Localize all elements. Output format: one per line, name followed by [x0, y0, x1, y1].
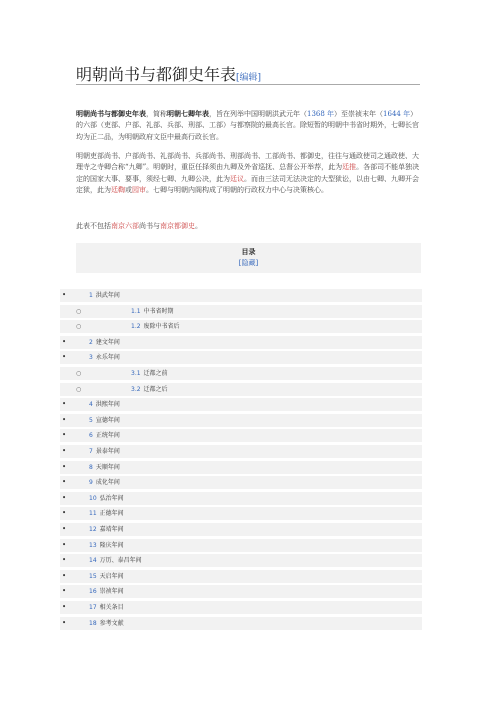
- toc-item-link[interactable]: [89, 414, 120, 427]
- toc-item-link[interactable]: [89, 585, 124, 598]
- toc-row: [60, 445, 422, 458]
- toc-row: [60, 351, 422, 364]
- toc-row: [60, 539, 422, 552]
- yuanshen-link[interactable]: 园审: [132, 186, 146, 195]
- intro-text: ）的六部（吏部、户部、礼部、兵部、刑部、工部）与都察院的最高长官。除短暂的明朝中书省时期外，七卿长官均为正二品，为明朝政府文臣中最高行政长官。: [76, 110, 419, 141]
- toc-item-label: 弘治年间: [99, 494, 124, 502]
- short-name-bold: 明朝七卿年表: [167, 109, 209, 118]
- toc-item-number: 15: [89, 572, 97, 580]
- toc-row: [60, 617, 422, 630]
- toc-row: [60, 289, 422, 302]
- intro-text: 。各部司不能单独决定的国家大事、要事，须经七卿、九卿公决，此为: [76, 163, 420, 183]
- bullet-icon: •: [62, 493, 67, 502]
- bullet-icon: •: [62, 525, 67, 533]
- bullet-icon: •: [62, 291, 67, 299]
- toc-item-number: 1.2: [131, 323, 141, 331]
- toc-item-link[interactable]: [89, 398, 120, 411]
- toc-item-link[interactable]: [89, 445, 120, 458]
- toc-item-label: 正德年间: [99, 510, 124, 518]
- toc-item-label: 参考文献: [99, 619, 124, 627]
- toc-row: [60, 507, 422, 520]
- sub-bullet-icon: ○: [76, 370, 82, 377]
- toc-item-number: 3.2: [131, 385, 141, 393]
- toc-row: [60, 383, 422, 396]
- toc-row: [60, 320, 422, 333]
- toc-item-link[interactable]: [89, 523, 124, 536]
- toc-box: [76, 243, 421, 273]
- intro-text: 此表不包括: [76, 222, 111, 230]
- toc-item-number: 9: [89, 479, 93, 487]
- intro-text: 。: [195, 222, 202, 230]
- sub-bullet-icon: ○: [76, 385, 82, 393]
- toc-row: [60, 585, 422, 598]
- bullet-icon: •: [62, 587, 67, 596]
- tingyi-link[interactable]: 廷议: [230, 174, 244, 183]
- toc-item-link[interactable]: [131, 320, 180, 333]
- nanjing-censor-link[interactable]: 南京都御史: [160, 222, 195, 230]
- toc-item-label: 迁都之后: [143, 385, 168, 393]
- toc-item-number: 17: [89, 604, 97, 611]
- toc-row: [60, 305, 422, 318]
- intro-text: 尚书与: [139, 222, 160, 230]
- toc-item-link[interactable]: [89, 476, 120, 489]
- toc-item-label: 宣德年间: [95, 416, 120, 424]
- bullet-icon: •: [62, 618, 67, 627]
- toc-item-label: 崇祯年间: [99, 588, 124, 596]
- toc-item-label: 正统年间: [95, 432, 120, 440]
- toc-item-link[interactable]: [131, 305, 174, 318]
- toc-item-label: 隆庆年间: [99, 541, 124, 549]
- toc-item-number: 18: [89, 619, 97, 627]
- toc-item-number: 10: [89, 494, 97, 502]
- toc-item-label: 中书省时期: [143, 307, 174, 315]
- sub-bullet-icon: ○: [76, 307, 82, 315]
- bullet-icon: •: [62, 556, 67, 565]
- toc-item-label: 迁都之前: [143, 370, 168, 377]
- toc-item-label: 万历、泰昌年间: [99, 557, 142, 565]
- bullet-icon: •: [62, 337, 67, 346]
- toc-row: [60, 476, 422, 489]
- toc-row: [60, 336, 422, 349]
- toc-row: [60, 367, 422, 380]
- intro-paragraph-3: [76, 221, 421, 232]
- toc-item-label: 景泰年间: [95, 448, 120, 455]
- toc-item-label: 建文年间: [95, 338, 120, 346]
- toc-row: [60, 461, 422, 474]
- toc-item-number: 11: [89, 510, 97, 518]
- toc-row: [60, 570, 422, 583]
- toc-item-label: 成化年间: [95, 479, 120, 487]
- toc-item-number: 14: [89, 557, 97, 565]
- toc-item-number: 6: [89, 432, 93, 440]
- sub-bullet-icon: ○: [76, 323, 82, 331]
- toc-item-link[interactable]: [89, 601, 124, 614]
- toc-item-label: 洪武年间: [95, 292, 120, 299]
- bullet-icon: •: [62, 509, 67, 518]
- bullet-icon: •: [62, 571, 67, 580]
- toc-item-link[interactable]: [89, 554, 142, 567]
- toc-title: 目录: [241, 247, 256, 256]
- toc-item-link[interactable]: [89, 461, 120, 474]
- intro-text: ）至崇祯末年（: [334, 110, 384, 118]
- article-subject-bold: 明朝尚书与都御史年表: [76, 109, 146, 118]
- bullet-icon: •: [62, 431, 67, 440]
- toc-item-number: 3: [89, 354, 93, 362]
- toc-item-link[interactable]: [89, 617, 124, 630]
- nanjing-six-ministries-link[interactable]: 南京六部: [111, 222, 139, 230]
- toc-item-link[interactable]: [89, 429, 120, 442]
- toc-item-number: 5: [89, 416, 93, 424]
- year-1644-link[interactable]: 1644 年: [383, 110, 411, 118]
- toc-item-label: 洪熙年间: [95, 401, 120, 409]
- intro-text: ，旨在列举中国明朝洪武元年（: [209, 110, 307, 118]
- toc-item-number: 7: [89, 448, 93, 455]
- bullet-icon: •: [62, 400, 67, 409]
- page-title: [76, 62, 261, 85]
- toc-item-link[interactable]: [131, 383, 168, 396]
- bullet-icon: •: [62, 415, 67, 424]
- toc-item-number: 1: [89, 292, 93, 299]
- edit-link[interactable]: [编辑]: [236, 73, 262, 83]
- toc-item-link[interactable]: [89, 539, 124, 552]
- intro-paragraph-1: [76, 108, 421, 143]
- toc-row: [60, 414, 422, 427]
- toc-item-number: 16: [89, 588, 97, 596]
- toc-item-number: 12: [89, 526, 97, 533]
- bullet-icon: •: [62, 462, 67, 471]
- toc-item-link[interactable]: [89, 492, 124, 505]
- bullet-icon: •: [62, 603, 67, 611]
- toc-item-link[interactable]: [131, 367, 168, 380]
- toc-item-number: 4: [89, 401, 93, 409]
- intro-paragraph-2: [76, 151, 421, 197]
- toc-row: [60, 429, 422, 442]
- toc-item-label: 废除中书省后: [143, 323, 180, 331]
- bullet-icon: •: [62, 353, 67, 362]
- toc-row: [60, 601, 422, 614]
- toc-item-label: 天顺年间: [95, 463, 120, 471]
- toc-item-link[interactable]: [89, 289, 120, 302]
- toc-item-label: 嘉靖年间: [99, 526, 124, 533]
- toc-item-label: 永乐年间: [95, 354, 120, 362]
- toc-row: [60, 523, 422, 536]
- page-title-text: 明朝尚书与都御史年表: [76, 65, 237, 84]
- bullet-icon: •: [62, 540, 67, 549]
- intro-text: 。而由三法司无法决定的大型狱讼，以由七卿、九卿开会定狱，此为: [76, 174, 419, 195]
- tingtui-link[interactable]: 廷推: [342, 163, 357, 172]
- toc-item-number: 2: [89, 338, 93, 346]
- bullet-icon: •: [62, 447, 67, 455]
- bullet-icon: •: [62, 478, 67, 487]
- tingju-link[interactable]: 廷鞫: [111, 186, 125, 195]
- year-1368-link[interactable]: 1368 年: [307, 110, 335, 118]
- intro-text: ，简称: [146, 110, 167, 118]
- toc-row: [60, 492, 422, 505]
- toc-hide-toggle[interactable]: [隐藏]: [238, 259, 259, 267]
- toc-row: [60, 554, 422, 567]
- toc-item-number: 13: [89, 541, 97, 549]
- intro-text: 或: [125, 186, 132, 195]
- toc-row: [60, 398, 422, 411]
- intro-text: 明朝吏部尚书、户部尚书、礼部尚书、兵部尚书、刑部尚书、工部尚书、都御史，往往与通政使司之通政使、大理寺之寺卿合称“九卿”。明朝时，重臣任择须由九卿及外省巡抚、总督公开举荐，此为: [76, 152, 419, 172]
- toc-item-label: 相关条目: [99, 604, 124, 611]
- title-divider: [76, 84, 420, 85]
- toc-item-link[interactable]: [89, 351, 120, 364]
- toc-item-number: 3.1: [131, 370, 141, 377]
- toc-item-number: 8: [89, 463, 93, 471]
- toc-item-link[interactable]: [89, 336, 120, 349]
- toc-item-label: 天启年间: [99, 572, 124, 580]
- toc-item-number: 1.1: [131, 307, 141, 315]
- toc-item-link[interactable]: [89, 570, 124, 583]
- intro-text: 。七卿与明朝内阁构成了明朝的行政权力中心与决策核心。: [146, 186, 328, 195]
- toc-item-link[interactable]: [89, 507, 124, 520]
